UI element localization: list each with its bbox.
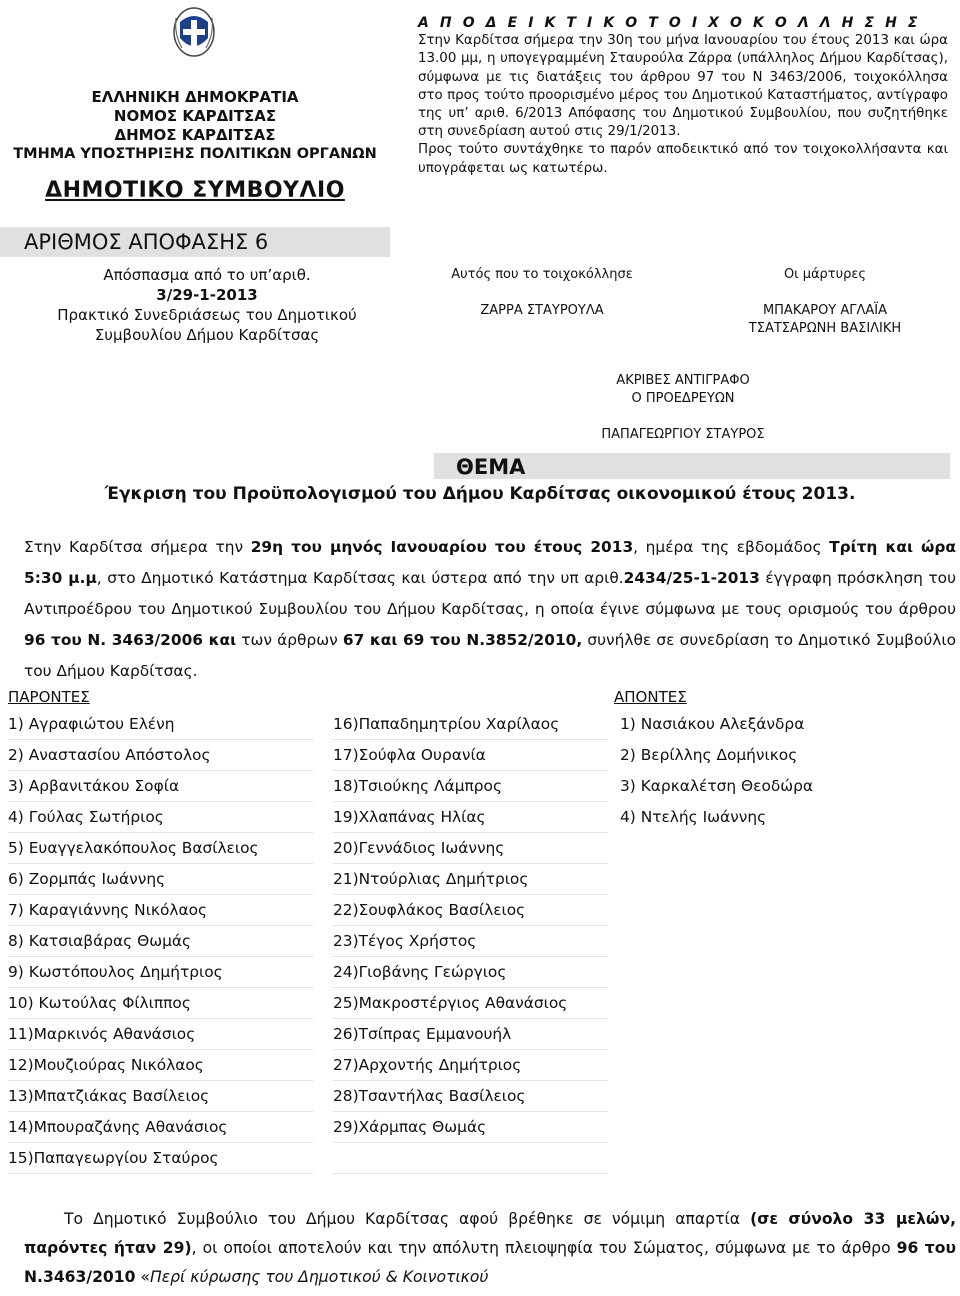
session-intro: [24, 532, 956, 687]
present-heading: ΠΑΡΟΝΤΕΣ: [8, 688, 90, 706]
member-row: 3) Καρκαλέτση Θεοδώρα: [620, 777, 814, 795]
member-row: 2) Αναστασίου Απόστολος: [8, 740, 313, 771]
member-row: 6) Ζορμπάς Ιωάννης: [8, 864, 313, 895]
member-row: 15)Παπαγεωργίου Σταύρος: [8, 1143, 313, 1174]
subject-band: [434, 453, 950, 479]
intro-time: Τρίτη και ώρα 5:30 μ.μ: [24, 538, 956, 587]
intro-text: , στο Δημοτικό Κατάστημα Καρδίτσας και ύστερα από την υπ αριθ.: [96, 569, 624, 587]
minutes-number: 3/29-1-2013: [156, 286, 258, 304]
subject-heading: ΘΕΜΑ: [456, 455, 526, 479]
closing-text: Το Δημοτικό Συμβούλιο του Δήμου Καρδίτσας αφού βρέθηκε σε νόμιμη απαρτία: [64, 1210, 751, 1228]
member-row: 27)Αρχοντής Δημήτριος: [333, 1050, 608, 1081]
absent-list: [620, 709, 930, 833]
member-row: 3) Αρβανιτάκου Σοφία: [8, 771, 313, 802]
law-reference: 96 του Ν.3463/2010: [24, 1239, 957, 1286]
poster-signature: [430, 266, 654, 320]
member-row: 23)Τέγος Χρήστος: [333, 926, 608, 957]
header-prefecture: ΝΟΜΟΣ ΚΑΡΔΙΤΣΑΣ: [113, 107, 277, 125]
quorum-count: (σε σύνολο 33 μελών, παρόντες ήταν 29): [24, 1210, 956, 1257]
member-row: 7) Καραγιάννης Νικόλαος: [8, 895, 313, 926]
council-title: ΔΗΜΟΤΙΚΟ ΣΥΜΒΟΥΛΙΟ: [45, 178, 345, 203]
witnesses-label: Οι μάρτυρες: [783, 267, 867, 282]
minutes-excerpt: [24, 265, 390, 345]
witness-name: ΜΠΑΚΑΡΟΥ ΑΓΛΑΪΑ: [762, 303, 888, 318]
witnesses-signature: [720, 266, 930, 338]
issuer-header: [0, 88, 390, 164]
member-row: 11)Μαρκινός Αθανάσιος: [8, 1019, 313, 1050]
member-row: 4) Γούλας Σωτήριος: [8, 802, 313, 833]
member-row: 28)Τσαντήλας Βασίλειος: [333, 1081, 608, 1112]
law-reference: 96 του Ν. 3463/2006 και: [24, 631, 237, 649]
member-row: 1) Αγραφιώτου Ελένη: [8, 709, 313, 740]
intro-text: , ημέρα της εβδομάδος: [633, 538, 830, 556]
closing-text: , οι οποίοι αποτελούν και την απόλυτη πλειοψηφία του Σώματος, σύμφωνα με το άρθρο: [191, 1239, 897, 1257]
poster-name: ΖΑΡΡΑ ΣΤΑΥΡΟΥΛΑ: [480, 303, 604, 318]
member-row: 25)Μακροστέργιος Αθανάσιος: [333, 988, 608, 1019]
poster-label: Αυτός που το τοιχοκόλλησε: [451, 267, 633, 282]
member-row: 9) Κωστόπουλος Δημήτριος: [8, 957, 313, 988]
subject-text: Έγκριση του Προϋπολογισμού του Δήμου Καρδίτσας οικονομικού έτους 2013.: [104, 484, 856, 504]
member-row: 18)Τσιούκης Λάμπρος: [333, 771, 608, 802]
member-row: 20)Γεννάδιος Ιωάννης: [333, 833, 608, 864]
member-row: 8) Κατσιαβάρας Θωμάς: [8, 926, 313, 957]
absent-heading: ΑΠΟΝΤΕΣ: [614, 688, 687, 706]
member-row: 21)Ντούρλιας Δημήτριος: [333, 864, 608, 895]
certificate-paragraph-1: Στην Καρδίτσα σήμερα την 30η του μήνα Ιανουαρίου του έτους 2013 και ώρα 13.00 μμ, η υπογεγραμμένη Σταυρούλα Ζάρρα (υπάλληλος Δήμου Καρδίτσας), σύμφωνα με τις διατάξεις του άρθρου 97 του Ν 3463/2006, τοιχοκόλλησα στο προς τούτο προορισμένο μέρος του Δημοτικού Καταστήματος, αντίγραφο της υπ’ αριθ. 6/2013 Απόφασης του Δημοτικού Συμβουλίου, που συζητήθηκε στη συνεδρίαση αυτού στις 29/1/2013.: [418, 33, 948, 140]
law-reference: 67 και 69 του Ν.3852/2010,: [342, 631, 583, 649]
member-row: 5) Ευαγγελακόπουλος Βασίλειος: [8, 833, 313, 864]
member-row: 26)Τσίπρας Εμμανουήλ: [333, 1019, 608, 1050]
intro-date: 29η του μηνός Ιανουαρίου του έτους 2013: [250, 538, 634, 556]
header-municipality: ΔΗΜΟΣ ΚΑΡΔΙΤΣΑΣ: [114, 126, 276, 144]
greek-coat-of-arms-icon: [172, 4, 216, 58]
header-state: ΕΛΛΗΝΙΚΗ ΔΗΜΟΚΡΑΤΙΑ: [91, 88, 299, 106]
member-row: 13)Μπατζιάκας Βασίλειος: [8, 1081, 313, 1112]
chair-label: Ο ΠΡΟΕΔΡΕΥΩΝ: [631, 391, 735, 406]
present-list-2: [333, 709, 608, 1174]
decision-number: ΑΡΙΘΜΟΣ ΑΠΟΦΑΣΗΣ 6: [24, 230, 269, 254]
member-row: 22)Σουφλάκος Βασίλειος: [333, 895, 608, 926]
chair-name: ΠΑΠΑΓΕΩΡΓΙΟΥ ΣΤΑΥΡΟΣ: [601, 427, 765, 442]
certificate-paragraph-2: Προς τούτο συντάχθηκε το παρόν αποδεικτικό από τον τοιχοκολλήσαντα και υπογράφεται ως κατωτέρω.: [418, 142, 948, 176]
member-row: 2) Βερίλλης Δομήνικος: [620, 746, 798, 764]
excerpt-line: Απόσπασμα από το υπ’αριθ.: [103, 266, 311, 284]
witness-name: ΤΣΑΤΣΑΡΩΝΗ ΒΑΣΙΛΙΚΗ: [748, 321, 902, 336]
member-row: 19)Χλαπάνας Ηλίας: [333, 802, 608, 833]
true-copy-signature: [560, 372, 806, 444]
member-row: 24)Γιοβάνης Γεώργιος: [333, 957, 608, 988]
member-row: 14)Μπουραζάνης Αθανάσιος: [8, 1112, 313, 1143]
member-row: 10) Κωτούλας Φίλιππος: [8, 988, 313, 1019]
member-row: 1) Νασιάκου Αλεξάνδρα: [620, 715, 805, 733]
present-list-1: [8, 709, 313, 1174]
intro-text: των άρθρων: [236, 631, 343, 649]
certificate-title: Α Π Ο Δ Ε Ι Κ Τ Ι Κ Ο Τ Ο Ι Χ Ο Κ Ο Λ Λ Η Σ Η Σ: [418, 15, 921, 31]
posting-certificate: [418, 14, 948, 178]
member-row: 16)Παπαδημητρίου Χαρίλαος: [333, 709, 608, 740]
intro-text: έγγραφη πρόσκληση του Αντιπροέδρου του Δημοτικού Συμβουλίου του Δήμου Καρδίτσας, η οποία έγινε σύμφωνα με τους ορισμούς του άρθρου: [24, 569, 956, 618]
excerpt-line: Συμβουλίου Δήμου Καρδίτσας: [94, 326, 320, 344]
law-title: Περί κύρωσης του Δημοτικού & Κοινοτικού: [149, 1268, 489, 1286]
member-row: 4) Ντελής Ιωάννης: [620, 808, 767, 826]
member-row: [333, 1143, 608, 1174]
member-row: 17)Σούφλα Ουρανία: [333, 740, 608, 771]
true-copy-label: ΑΚΡΙΒΕΣ ΑΝΤΙΓΡΑΦΟ: [616, 373, 750, 388]
header-department: ΤΜΗΜΑ ΥΠΟΣΤΗΡΙΞΗΣ ΠΟΛΙΤΙΚΩΝ ΟΡΓΑΝΩΝ: [13, 146, 377, 162]
invitation-number: 2434/25-1-2013: [623, 569, 760, 587]
intro-text: συνήλθε σε συνεδρίαση το Δημοτικό Συμβούλιο του Δήμου Καρδίτσας.: [24, 631, 957, 680]
intro-text: Στην Καρδίτσα σήμερα την: [24, 538, 251, 556]
quorum-paragraph: [24, 1205, 956, 1292]
member-row: 29)Χάρμπας Θωμάς: [333, 1112, 608, 1143]
excerpt-line: Πρακτικό Συνεδριάσεως του Δημοτικού: [57, 306, 357, 324]
decision-number-band: [0, 227, 390, 257]
member-row: 12)Μουζιούρας Νικόλαος: [8, 1050, 313, 1081]
closing-text: «: [135, 1268, 150, 1286]
